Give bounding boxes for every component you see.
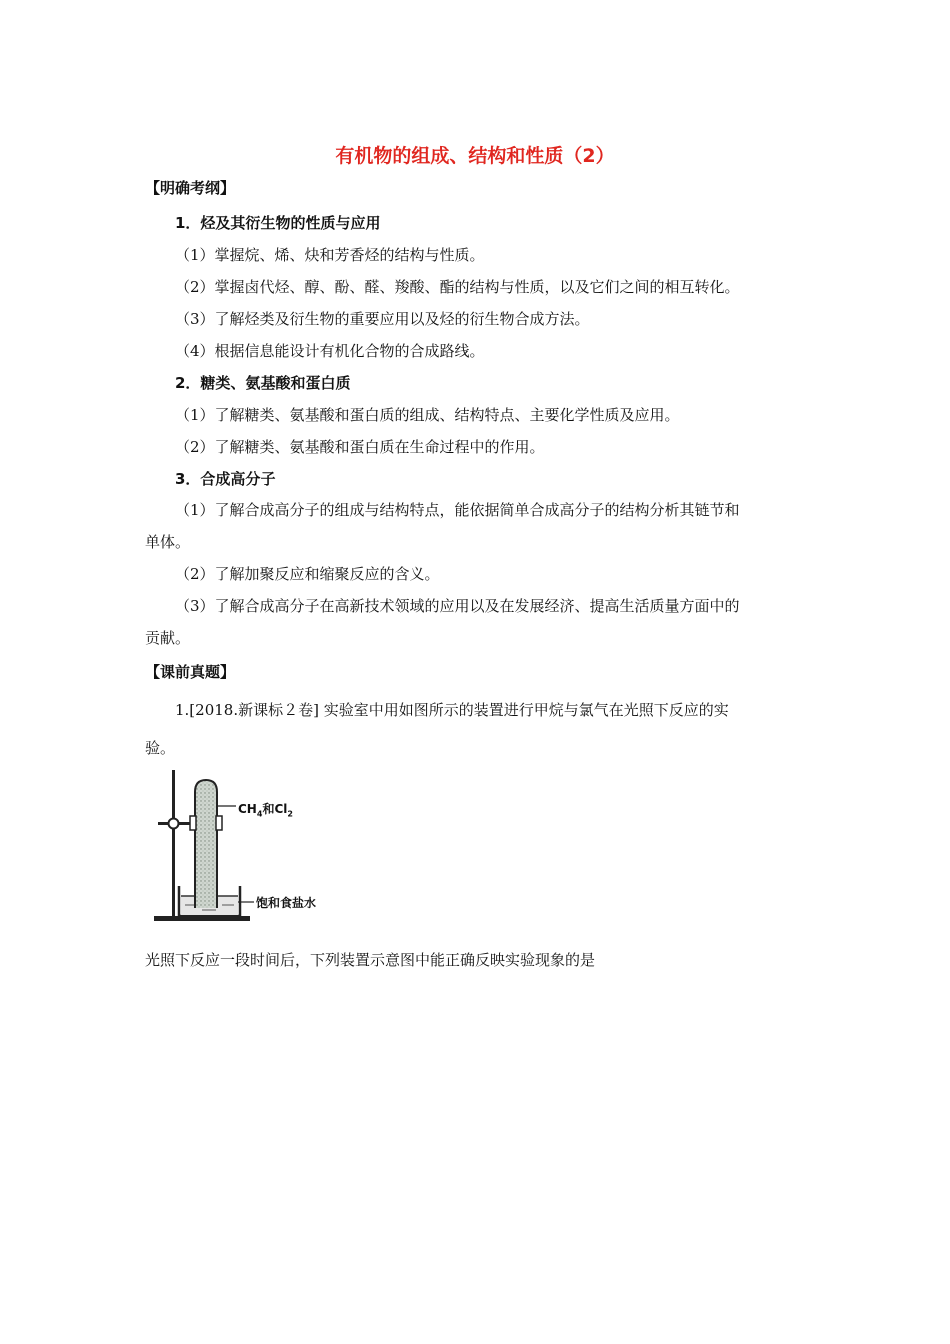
section-heading-questions: 【课前真题】 xyxy=(145,663,236,681)
clamp-knob xyxy=(169,819,179,829)
list-item: （2）了解加聚反应和缩聚反应的含义。 xyxy=(175,565,440,583)
test-tube xyxy=(195,780,217,908)
list-item-continuation: 贡献。 xyxy=(145,629,191,647)
page-title: 有机物的组成、结构和性质（2） xyxy=(335,145,615,167)
topic-heading-2: 2．糖类、氨基酸和蛋白质 xyxy=(175,374,351,392)
list-item: （3）了解烃类及衍生物的重要应用以及烃的衍生物合成方法。 xyxy=(175,310,590,328)
brine-label: 饱和食盐水 xyxy=(256,896,317,910)
list-item: （4）根据信息能设计有机化合物的合成路线。 xyxy=(175,342,485,360)
question-text: 1.[2018.新课标２卷] 实验室中用如图所示的装置进行甲烷与氯气在光照下反应的实 xyxy=(175,701,729,719)
gas-label: $CH_4$和$Cl_2$ xyxy=(238,802,293,819)
list-item: （2）掌握卤代烃、醇、酚、醛、羧酸、酯的结构与性质，以及它们之间的相互转化。 xyxy=(175,278,740,296)
list-item: （3）了解合成高分子在高新技术领域的应用以及在发展经济、提高生活质量方面中的 xyxy=(175,597,740,615)
question-text-continuation: 验。 xyxy=(145,739,176,757)
list-item: （2）了解糖类、氨基酸和蛋白质在生命过程中的作用。 xyxy=(175,438,545,456)
section-heading-syllabus: 【明确考纲】 xyxy=(145,179,236,197)
list-item-continuation: 单体。 xyxy=(145,533,191,551)
topic-heading-1: 1．烃及其衍生物的性质与应用 xyxy=(175,214,381,232)
question-prompt: 光照下反应一段时间后，下列装置示意图中能正确反映实验现象的是 xyxy=(145,951,596,969)
stand-rod xyxy=(172,770,175,917)
topic-heading-3: 3．合成高分子 xyxy=(175,470,276,488)
list-item: （1）了解合成高分子的组成与结构特点，能依据简单合成高分子的结构分析其链节和 xyxy=(175,501,740,519)
list-item: （1）掌握烷、烯、炔和芳香烃的结构与性质。 xyxy=(175,246,485,264)
apparatus-figure xyxy=(152,768,342,928)
list-item: （1）了解糖类、氨基酸和蛋白质的组成、结构特点、主要化学性质及应用。 xyxy=(175,406,680,424)
